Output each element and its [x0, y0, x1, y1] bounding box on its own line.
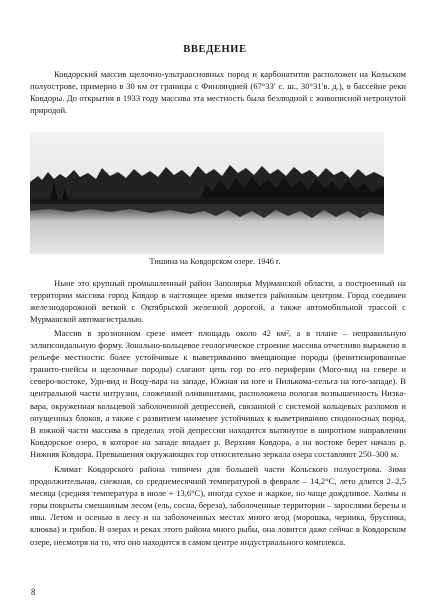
paragraph-1: Ныне это крупный промышленный район Заполярья Мурманской области, а построенный на территории массива город Ковдор в настоящее время является районным центром. Город соединен железнодорожной веткой с Октябрьской железной дорогой, а также автомобильной трассой с Мурманской автомагистралью. [30, 278, 406, 325]
paragraph-3: Климат Ковдорского района типичен для большей части Кольского полуострова. Зима продолжительная, снежная, со среднемесячной температурой в феврале – 14,2°С, лето длится 2–2,5 месяца (средняя температура в июле + 13,6°С), иногда сухое и жаркое, но чаще дождливое. Холмы и горы покрыты смешанным лесом (ель, сосна, береза), заболоченные территории – зарослями березы и ивы. Летом и осенью в лесу и на заболоченных местах много ягод (морошка, черника, брусника, клюква) и грибов. В озерах и реках этого района много рыбы, она ловится даже сейчас в Ковдорском озере, несмотря на то, что оно находится в самом центре индустриального комплекса. [30, 464, 406, 547]
page-title: ВВЕДЕНИЕ [183, 44, 247, 55]
lake-photo-image [30, 132, 384, 254]
paragraph-2: Массив в эрозионном срезе имеет площадь около 42 км², а в плане – неправильную эллипсоидальную форму. Зонально-кольцевое геологическое строение массива отчетливо выражено в рельефе местности: более устойчивые к выветриванию вмещающие породы (фенитизированные гранито-гнейсы и щелочные породы) слагают цепь гор по его периферии (Мого-вид на севере и северо-востоке, Удн-вид и Воцу-вара на западе, Южная на юге и Пилькома-сельга на юго-западе). В центральной части интрузии, сложенной оливинитами, расположена пологая возвышенность Низка-вара, окруженная кольцевой заболоченной депрессией, связанной с системой кольцевых разломов и опущенных блоков, а также с развитием наименее устойчивых к выветриванию сподоносных пород. В южной части массива в пределах этой депрессии находится вытянутое в широтном направлении Ковдорское озеро, в которое на западе впадает р. Верхняя Ковдора, а на востоке берет начало р. Нижняя Ковдора. Превышения окружающих гор относительно зеркала озера составляют 250–300 м. [30, 328, 406, 459]
page-number: 8 [31, 587, 36, 597]
lake-photo [30, 132, 384, 254]
photo-caption: Тишина на Ковдорском озере. 1946 г. [149, 257, 281, 266]
intro-paragraph: Ковдорский массив щелочно-ультраосновных пород и карбонатитов расположен на Кольском полуострове, примерно в 30 км от границы с Финляндией (67°33ʹ с. ш., 30°31ʹв. д.), в бассейне реки Ковдоры. До открытия в 1933 году массива эта местность была безлюдной с живописной нетронутой природой. [30, 69, 406, 116]
